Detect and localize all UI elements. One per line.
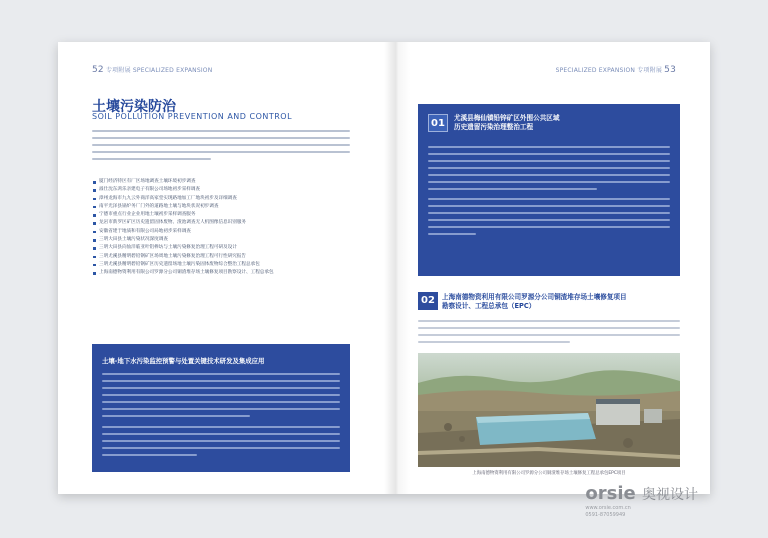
list-item: 龙岩市新罗区矿区历史遗留固体废物、渣池调查无人机图像信息识别服务: [92, 219, 350, 227]
section2-title: [442, 293, 627, 311]
list-item: 三明大田县向仙洋临亚叶铝棒坊与土壤污染修复治理工程可研及设计: [92, 244, 350, 252]
intro-paragraph: [92, 130, 350, 165]
right-header-text: SPECIALIZED EXPANSION 专项附展: [555, 67, 663, 74]
section2-title-line2: 勘察设计、工程总承包（EPC）: [442, 302, 536, 310]
research-blue-box: [92, 344, 350, 472]
page-title: 土壤污染防治: [92, 99, 176, 115]
list-item: 南平光泽县锅炉务厂门外的道路地土壤与地块状况初步调查: [92, 203, 350, 211]
left-running-header: [92, 65, 212, 75]
list-item: 三明大田县土壤污染状况深度调查: [92, 236, 350, 244]
construction-site-illustration: [418, 353, 680, 467]
list-item: 三明尤溪县精明碧铅钢矿区场周地土壤污染修复治理工程可行性研究报告: [92, 253, 350, 261]
section1-title-line1: 尤溪县梅仙镇铅锌矿区外围公共区域: [454, 114, 560, 122]
photo-caption: 上海南德物资利用有限公司罗源分公司铜渣堆存场土壤修复工程总承包EPC项目: [472, 471, 626, 476]
brand-logo: [585, 483, 698, 504]
left-header-text: 专项附展 SPECIALIZED EXPANSION: [105, 67, 213, 74]
section2-body: [418, 320, 680, 348]
list-item: 漳州龙海市九九云外商洋高家堂实现路地加工厂地块初步及详细调查: [92, 195, 350, 203]
list-item: 安徽省建于地质和有限公司局地初步采样调查: [92, 228, 350, 236]
section1-title: [454, 114, 560, 132]
list-item: 上海南德物资利用有限公司罗源分公司铜渣堆存场土壤修复项目勘察设计、工程总承包: [92, 269, 350, 277]
list-item: 厦门经济特区有厂区场地调查土壤环境初步调查: [92, 178, 350, 186]
brand-phone: 0591-87059949: [585, 512, 626, 518]
brand-watermark: [585, 483, 698, 518]
right-page: [384, 42, 710, 494]
section2-number-badge: 02: [418, 292, 438, 310]
page-subtitle: SOIL POLLUTION PREVENTION AND CONTROL: [92, 112, 293, 121]
left-page-number: 52: [92, 65, 104, 75]
left-page: [58, 42, 384, 494]
section1-title-line2: 历史遗留污染治理整治工程: [454, 123, 534, 131]
project-photo: [418, 353, 680, 467]
section1-number-badge: 01: [428, 114, 448, 132]
section1-blue-box: [418, 104, 680, 276]
brand-logo-cn: 奥视设计: [642, 487, 698, 503]
brand-url: www.orsie.com.cn: [585, 505, 631, 511]
section2-title-line1: 上海南德物资利用有限公司罗源分公司铜渣堆存场土壤修复项目: [442, 293, 627, 301]
list-item: 宁德市重点行业企业用地土壤初步采样调查服务: [92, 211, 350, 219]
list-item: 溢仕沈东鸿乐亲建电子有限公司场地初步采样调查: [92, 186, 350, 194]
project-list: [92, 178, 350, 278]
right-running-header: [556, 65, 676, 75]
brochure-spread: [58, 42, 710, 494]
list-item: 三明尤溪县精明碧铅钢矿区历史遗留场地土壤污染固体废物综合整治工程总承包: [92, 261, 350, 269]
brand-logo-latin: orsie: [585, 483, 636, 504]
right-page-number: 53: [664, 65, 676, 75]
section1-body: [428, 146, 670, 240]
research-box-title: 土壤-地下水污染监控预警与处置关键技术研发及集成应用: [102, 357, 265, 365]
